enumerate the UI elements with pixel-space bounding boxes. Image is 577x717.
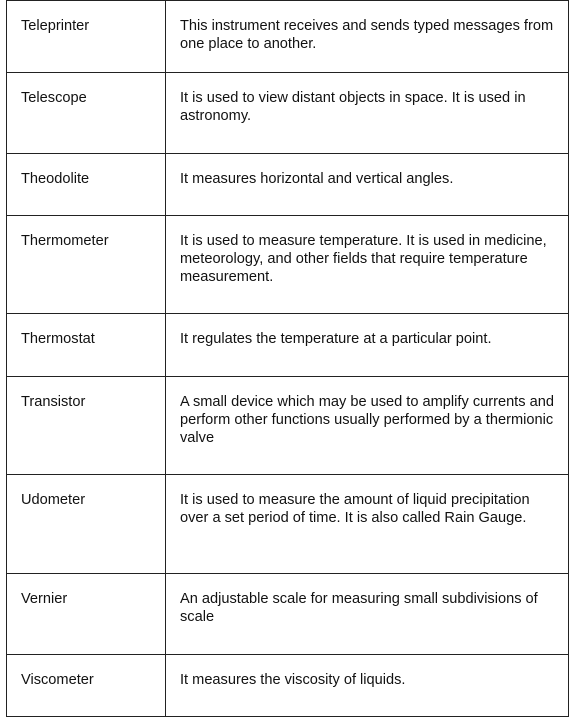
instrument-description-cell: [166, 655, 569, 717]
instrument-name: Teleprinter: [21, 18, 90, 34]
instrument-name: Thermometer: [21, 233, 109, 249]
instrument-name-cell: [7, 377, 166, 475]
instrument-name: Vernier: [21, 591, 68, 607]
table-row: [7, 1, 569, 73]
instrument-description-cell: [166, 1, 569, 73]
instrument-description: It is used to measure the amount of liquid precipitation over a set period of time. It is also called Rain Gauge.: [180, 492, 530, 526]
instrument-name: Thermostat: [21, 331, 95, 347]
table-row: [7, 314, 569, 377]
instrument-description: It measures horizontal and vertical angles.: [180, 171, 454, 187]
instrument-name-cell: [7, 314, 166, 377]
instrument-name-cell: [7, 574, 166, 655]
instrument-description: An adjustable scale for measuring small subdivisions of scale: [180, 591, 538, 625]
table-row: [7, 574, 569, 655]
instrument-name-cell: [7, 73, 166, 154]
instrument-description-cell: [166, 154, 569, 216]
instrument-description: It is used to view distant objects in space. It is used in astronomy.: [180, 90, 526, 124]
instrument-name-cell: [7, 216, 166, 314]
instrument-name-cell: [7, 1, 166, 73]
instrument-description-cell: [166, 314, 569, 377]
instrument-description: A small device which may be used to amplify currents and perform other functions usually performed by a thermionic valve: [180, 394, 554, 446]
table-row: [7, 154, 569, 216]
table-row: [7, 216, 569, 314]
instrument-name-cell: [7, 475, 166, 574]
instrument-name: Theodolite: [21, 171, 90, 187]
table-row: [7, 655, 569, 717]
instrument-description-cell: [166, 574, 569, 655]
table-row: [7, 475, 569, 574]
table-row: [7, 377, 569, 475]
table-row: [7, 73, 569, 154]
instrument-name-cell: [7, 655, 166, 717]
instrument-description: It is used to measure temperature. It is used in medicine, meteorology, and other fields that require temperature measurement.: [180, 233, 547, 285]
instrument-name: Viscometer: [21, 672, 94, 688]
instrument-description-cell: [166, 377, 569, 475]
instrument-description: It regulates the temperature at a particular point.: [180, 331, 492, 347]
instruments-table: [6, 0, 569, 717]
instrument-name: Udometer: [21, 492, 86, 508]
instrument-description-cell: [166, 475, 569, 574]
instrument-description-cell: [166, 73, 569, 154]
instrument-name: Telescope: [21, 90, 87, 106]
instrument-description-cell: [166, 216, 569, 314]
instrument-name: Transistor: [21, 394, 86, 410]
instrument-name-cell: [7, 154, 166, 216]
instrument-description: This instrument receives and sends typed messages from one place to another.: [180, 18, 554, 52]
instrument-description: It measures the viscosity of liquids.: [180, 672, 406, 688]
